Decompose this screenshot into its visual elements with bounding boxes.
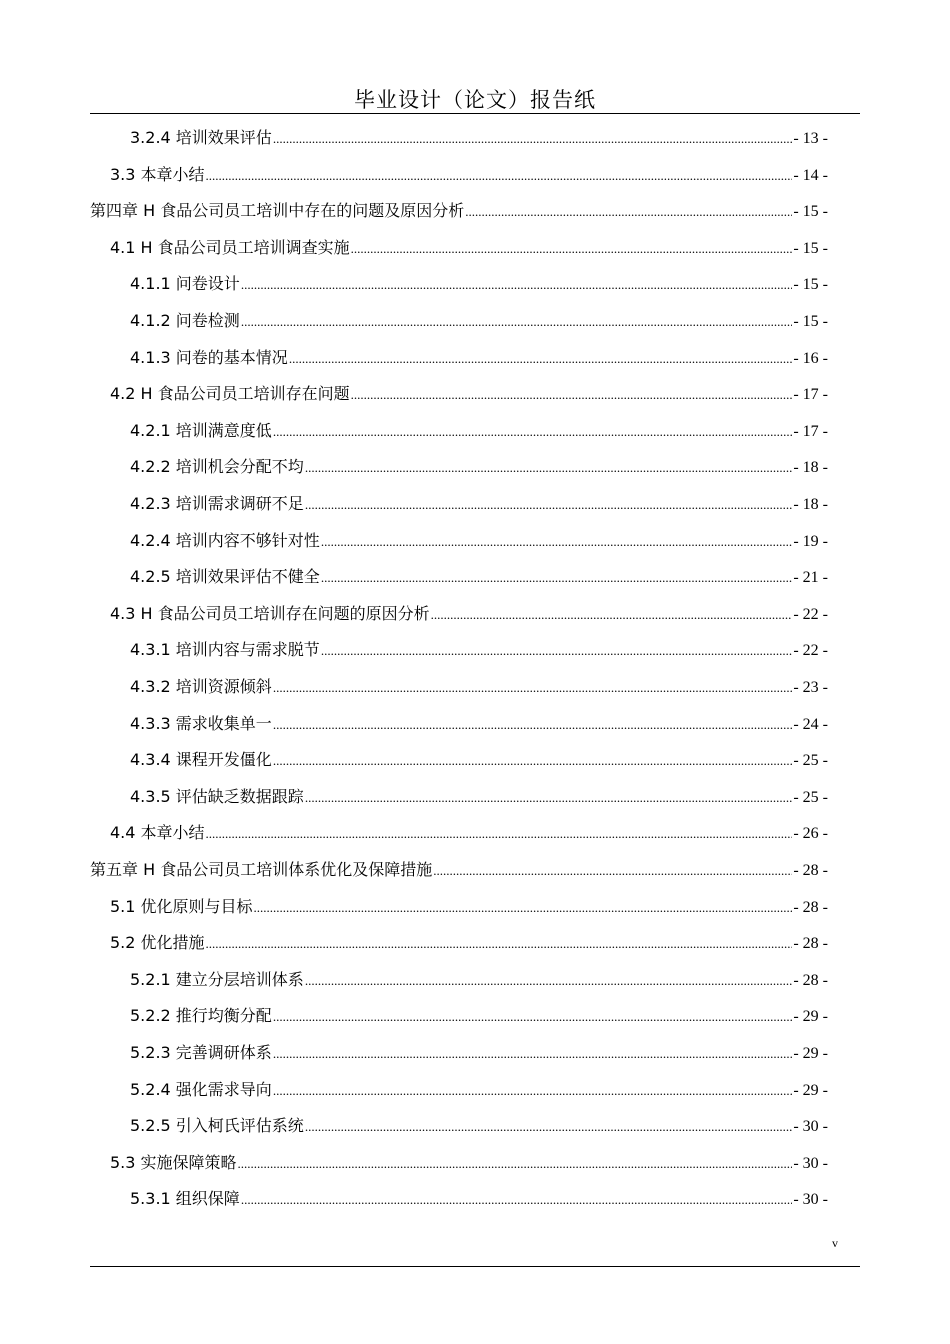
- toc-entry-title: 5.2.1 建立分层培训体系: [130, 969, 304, 989]
- toc-dot-leader: [433, 856, 792, 885]
- toc-entry-title: 5.3 实施保障策略: [110, 1152, 237, 1172]
- toc-entry-page: - 26 -: [793, 825, 828, 843]
- toc-entry-page: - 25 -: [793, 752, 828, 770]
- toc-dot-leader: [431, 600, 793, 629]
- toc-entry-page: - 17 -: [793, 422, 828, 440]
- toc-dot-leader: [321, 636, 793, 665]
- toc-entry-title: 5.2.3 完善调研体系: [130, 1043, 272, 1062]
- toc-entry[interactable]: [130, 710, 828, 738]
- toc-entry-page: - 21 -: [793, 569, 828, 587]
- toc-entry[interactable]: [110, 234, 828, 262]
- toc-entry[interactable]: [130, 270, 828, 298]
- header-rule: [90, 113, 860, 114]
- toc-entry-page: - 15 -: [793, 276, 828, 294]
- toc-entry-title: 4.4 本章小结: [110, 823, 205, 843]
- toc-entry-title: 4.3.4 课程开发僵化: [130, 750, 272, 770]
- toc-entry[interactable]: [110, 161, 828, 189]
- toc-entry-title: 3.3 本章小结: [110, 164, 205, 184]
- toc-entry-page: - 22 -: [793, 642, 828, 660]
- toc-entry[interactable]: [130, 490, 828, 518]
- toc-entry-page: - 29 -: [793, 1008, 828, 1026]
- toc-entry-page: - 22 -: [793, 605, 828, 623]
- toc-entry-title: 4.3.2 培训资源倾斜: [130, 677, 272, 696]
- footer-page-number: v: [832, 1236, 838, 1250]
- toc-entry-title: 4.1 H 食品公司员工培训调查实施: [110, 237, 350, 257]
- toc-entry-title: 3.2.4 培训效果评估: [130, 128, 272, 147]
- toc-dot-leader: [254, 893, 793, 922]
- toc-dot-leader: [273, 1002, 793, 1031]
- toc-dot-leader: [465, 197, 792, 226]
- toc-entry-title: 4.2.4 培训内容不够针对性: [130, 530, 320, 550]
- footer-rule: [90, 1266, 860, 1267]
- toc-dot-leader: [273, 417, 793, 446]
- toc-entry[interactable]: [130, 1112, 828, 1140]
- toc-entry-page: - 28 -: [793, 862, 828, 879]
- toc-entry[interactable]: [110, 600, 828, 628]
- toc-entry-page: - 15 -: [793, 313, 828, 330]
- toc-entry-title: 5.1 优化原则与目标: [110, 896, 253, 916]
- toc-entry-page: - 24 -: [793, 715, 828, 733]
- toc-entry-title: 4.3.3 需求收集单一: [130, 713, 272, 733]
- toc-dot-leader: [206, 819, 793, 848]
- toc-entry-page: - 30 -: [793, 1191, 828, 1209]
- toc-entry-page: - 29 -: [793, 1081, 828, 1099]
- toc-entry[interactable]: [130, 746, 828, 774]
- toc-entry-title: 4.3.5 评估缺乏数据跟踪: [130, 786, 304, 806]
- toc-entry-title: 4.1.3 问卷的基本情况: [130, 347, 288, 367]
- toc-entry-page: - 30 -: [793, 1118, 828, 1136]
- toc-entry[interactable]: [130, 783, 828, 811]
- toc-entry-page: - 17 -: [793, 386, 828, 404]
- toc-entry[interactable]: [130, 636, 828, 664]
- toc-entry-title: 4.2.1 培训满意度低: [130, 420, 272, 440]
- toc-entry-title: 5.2.4 强化需求导向: [130, 1079, 272, 1099]
- toc-entry-title: 4.2.5 培训效果评估不健全: [130, 567, 320, 587]
- toc-entry[interactable]: [130, 344, 828, 372]
- toc-entry-title: 5.2.2 推行均衡分配: [130, 1006, 272, 1026]
- toc-entry[interactable]: [110, 1149, 828, 1177]
- toc-dot-leader: [273, 710, 793, 739]
- toc-dot-leader: [321, 563, 793, 592]
- toc-entry-page: - 15 -: [793, 203, 828, 221]
- toc-entry-title: 4.2.3 培训需求调研不足: [130, 494, 304, 513]
- toc-entry-title: 4.3 H 食品公司员工培训存在问题的原因分析: [110, 603, 430, 623]
- page-header-title: 毕业设计（论文）报告纸: [354, 88, 596, 112]
- toc-entry-title: 4.3.1 培训内容与需求脱节: [130, 640, 320, 660]
- toc-entry[interactable]: [130, 453, 828, 481]
- toc-entry-title: 4.2 H 食品公司员工培训存在问题: [110, 384, 350, 404]
- toc-entry-page: - 25 -: [793, 788, 828, 806]
- toc-entry[interactable]: [110, 929, 828, 957]
- toc-entry[interactable]: [90, 856, 828, 884]
- toc-entry[interactable]: [130, 1002, 828, 1030]
- toc-entry-title: 4.2.2 培训机会分配不均: [130, 457, 304, 477]
- toc-dot-leader: [305, 490, 793, 519]
- toc-entry[interactable]: [130, 1076, 828, 1104]
- toc-dot-leader: [273, 1039, 793, 1068]
- toc-entry-page: - 14 -: [793, 166, 828, 184]
- toc-entry-page: - 13 -: [793, 130, 828, 147]
- toc-dot-leader: [305, 1112, 793, 1141]
- toc-entry-page: - 28 -: [793, 971, 828, 989]
- toc-entry-page: - 23 -: [793, 679, 828, 696]
- toc-entry[interactable]: [130, 673, 828, 701]
- toc-dot-leader: [305, 453, 793, 482]
- toc-dot-leader: [273, 124, 793, 153]
- toc-entry[interactable]: [110, 380, 828, 408]
- toc-dot-leader: [305, 966, 793, 995]
- toc-dot-leader: [305, 783, 793, 812]
- toc-entry[interactable]: [90, 197, 828, 225]
- toc-entry-title: 第四章 H 食品公司员工培训中存在的问题及原因分析: [90, 201, 465, 221]
- toc-dot-leader: [273, 673, 793, 702]
- toc-entry-page: - 18 -: [793, 459, 828, 477]
- toc-entry-title: 5.3.1 组织保障: [130, 1189, 240, 1209]
- toc-dot-leader: [289, 344, 793, 373]
- toc-entry[interactable]: [130, 124, 828, 152]
- toc-entry[interactable]: [110, 893, 828, 921]
- toc-entry-page: - 28 -: [793, 935, 828, 953]
- toc-dot-leader: [238, 1149, 793, 1178]
- toc-dot-leader: [241, 1185, 793, 1214]
- toc-dot-leader: [206, 161, 793, 190]
- toc-dot-leader: [273, 746, 793, 775]
- toc-entry[interactable]: [130, 307, 828, 335]
- toc-entry-title: 4.1.1 问卷设计: [130, 274, 240, 294]
- toc-dot-leader: [273, 1076, 793, 1105]
- toc-dot-leader: [351, 380, 793, 409]
- toc-entry-page: - 19 -: [793, 532, 828, 550]
- toc-dot-leader: [206, 929, 793, 958]
- toc-entry[interactable]: [130, 966, 828, 994]
- toc-entry[interactable]: [130, 1185, 828, 1213]
- toc-entry-title: 5.2.5 引入柯氏评估系统: [130, 1116, 304, 1136]
- toc-dot-leader: [321, 527, 793, 556]
- toc-dot-leader: [241, 270, 793, 299]
- toc-entry[interactable]: [130, 1039, 828, 1067]
- toc-entry[interactable]: [110, 819, 828, 847]
- toc-entry-page: - 16 -: [793, 349, 828, 367]
- toc-entry-title: 4.1.2 问卷检测: [130, 311, 240, 330]
- toc-entry-title: 第五章 H 食品公司员工培训体系优化及保障措施: [90, 860, 433, 879]
- toc-entry-title: 5.2 优化措施: [110, 933, 205, 953]
- toc-entry[interactable]: [130, 417, 828, 445]
- toc-entry-page: - 30 -: [793, 1154, 828, 1172]
- toc-entry[interactable]: [130, 563, 828, 591]
- toc-entry-page: - 28 -: [793, 898, 828, 916]
- toc-entry-page: - 18 -: [793, 496, 828, 513]
- toc-entry-page: - 29 -: [793, 1045, 828, 1062]
- toc-entry[interactable]: [130, 527, 828, 555]
- toc-entry-page: - 15 -: [793, 239, 828, 257]
- toc-dot-leader: [351, 234, 793, 263]
- toc-dot-leader: [241, 307, 793, 336]
